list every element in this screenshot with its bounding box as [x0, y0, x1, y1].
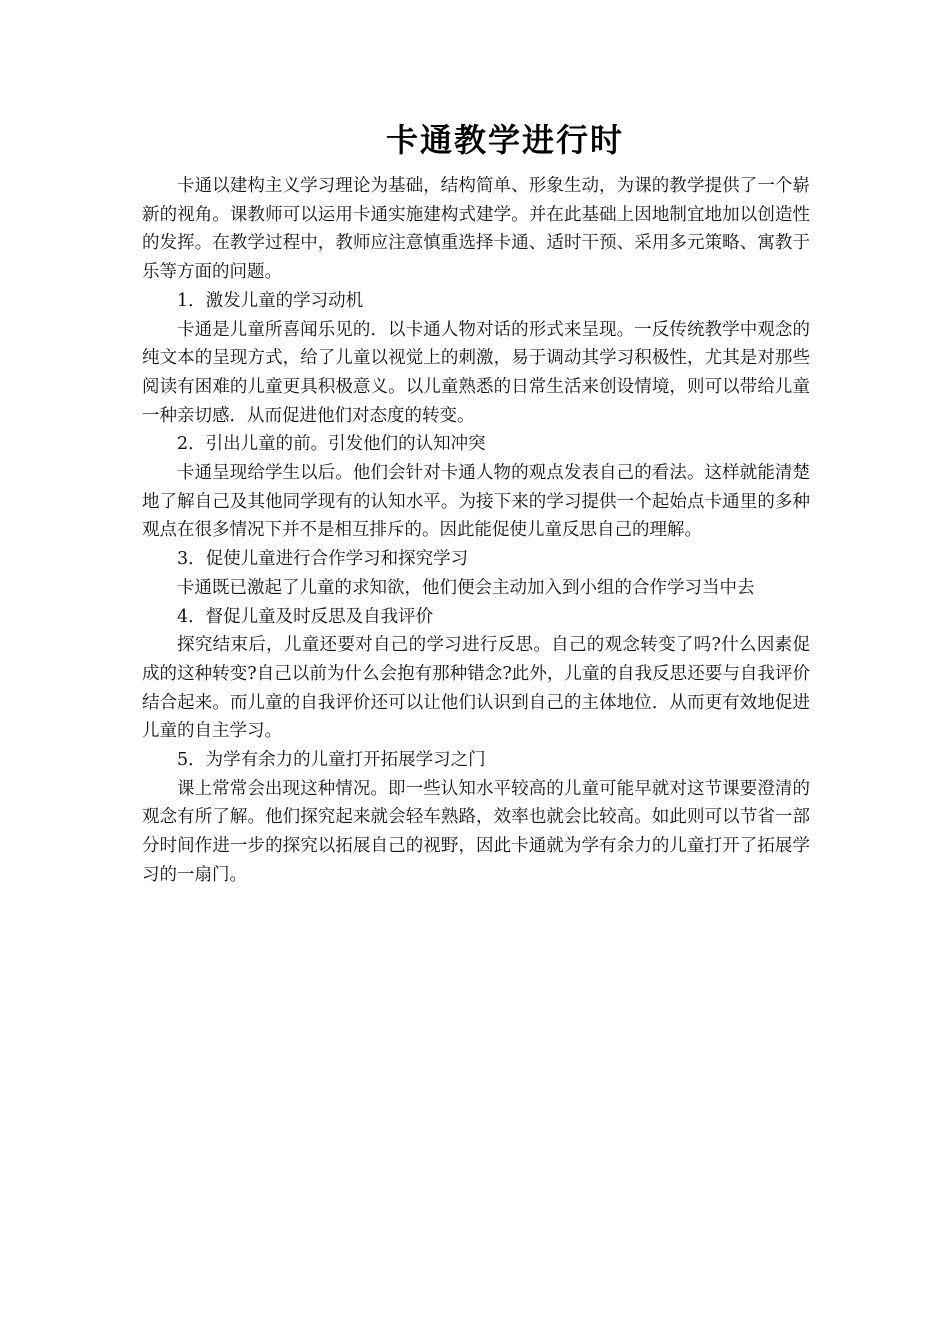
section-3-paragraph: 卡通既已激起了儿童的求知欲，他们便会主动加入到小组的合作学习当中去	[177, 577, 755, 598]
section-3-heading: 3．促使儿童进行合作学习和探究学习	[177, 549, 469, 570]
section-4-heading: 4．督促儿童及时反思及自我评价	[177, 606, 434, 627]
section-5-paragraph: 课上常常会出现这种情况。即一些认知水平较高的儿童可能早就对这节课要澄清的观念有所了解。他们探究起来就会轻车熟路，效率也就会比较高。如此则可以节省一部分时间作进一步的探究以拓展自己的视野，因此卡通就为学有余力的儿童打开了拓展学习的一扇门。	[142, 778, 810, 885]
section-4-paragraph: 探究结束后，儿童还要对自己的学习进行反思。自己的观念转变了吗?什么因素促成的这种转变?自己以前为什么会抱有那种错念?此外，儿童的自我反思还要与自我评价结合起来。而儿童的自我评价还可以让他们认识到自己的主体地位．从而更有效地促进儿童的自主学习。	[142, 635, 810, 742]
section-2-heading: 2．引出儿童的前。引发他们的认知冲突	[177, 434, 486, 455]
section-1-heading: 1．激发儿童的学习动机	[177, 290, 364, 311]
page-title: 卡通教学进行时	[385, 121, 624, 159]
section-1-paragraph: 卡通是儿童所喜闻乐见的．以卡通人物对话的形式来呈现。一反传统教学中观念的纯文本的呈现方式，给了儿童以视觉上的刺激，易于调动其学习积极性，尤其是对那些阅读有困难的儿童更具积极意义。以儿童熟悉的日常生活来创设情境，则可以带给儿童一种亲切感．从而促进他们对态度的转变。	[142, 319, 810, 426]
section-2-paragraph: 卡通呈现给学生以后。他们会针对卡通人物的观点发表自己的看法。这样就能清楚地了解自己及其他同学现有的认知水平。为接下来的学习提供一个起始点卡通里的多种观点在很多情况下并不是相互排斥的。因此能促使儿童反思自己的理解。	[142, 463, 810, 541]
document-body	[142, 172, 810, 890]
intro-paragraph: 卡通以建构主义学习理论为基础，结构简单、形象生动，为课的教学提供了一个崭新的视角。课教师可以运用卡通实施建构式建学。并在此基础上因地制宜地加以创造性的发挥。在教学过程中，教师应注意慎重选择卡通、适时干预、采用多元策略、寓教于乐等方面的问题。	[142, 176, 810, 283]
section-5-heading: 5．为学有余力的儿童打开拓展学习之门	[177, 750, 486, 771]
